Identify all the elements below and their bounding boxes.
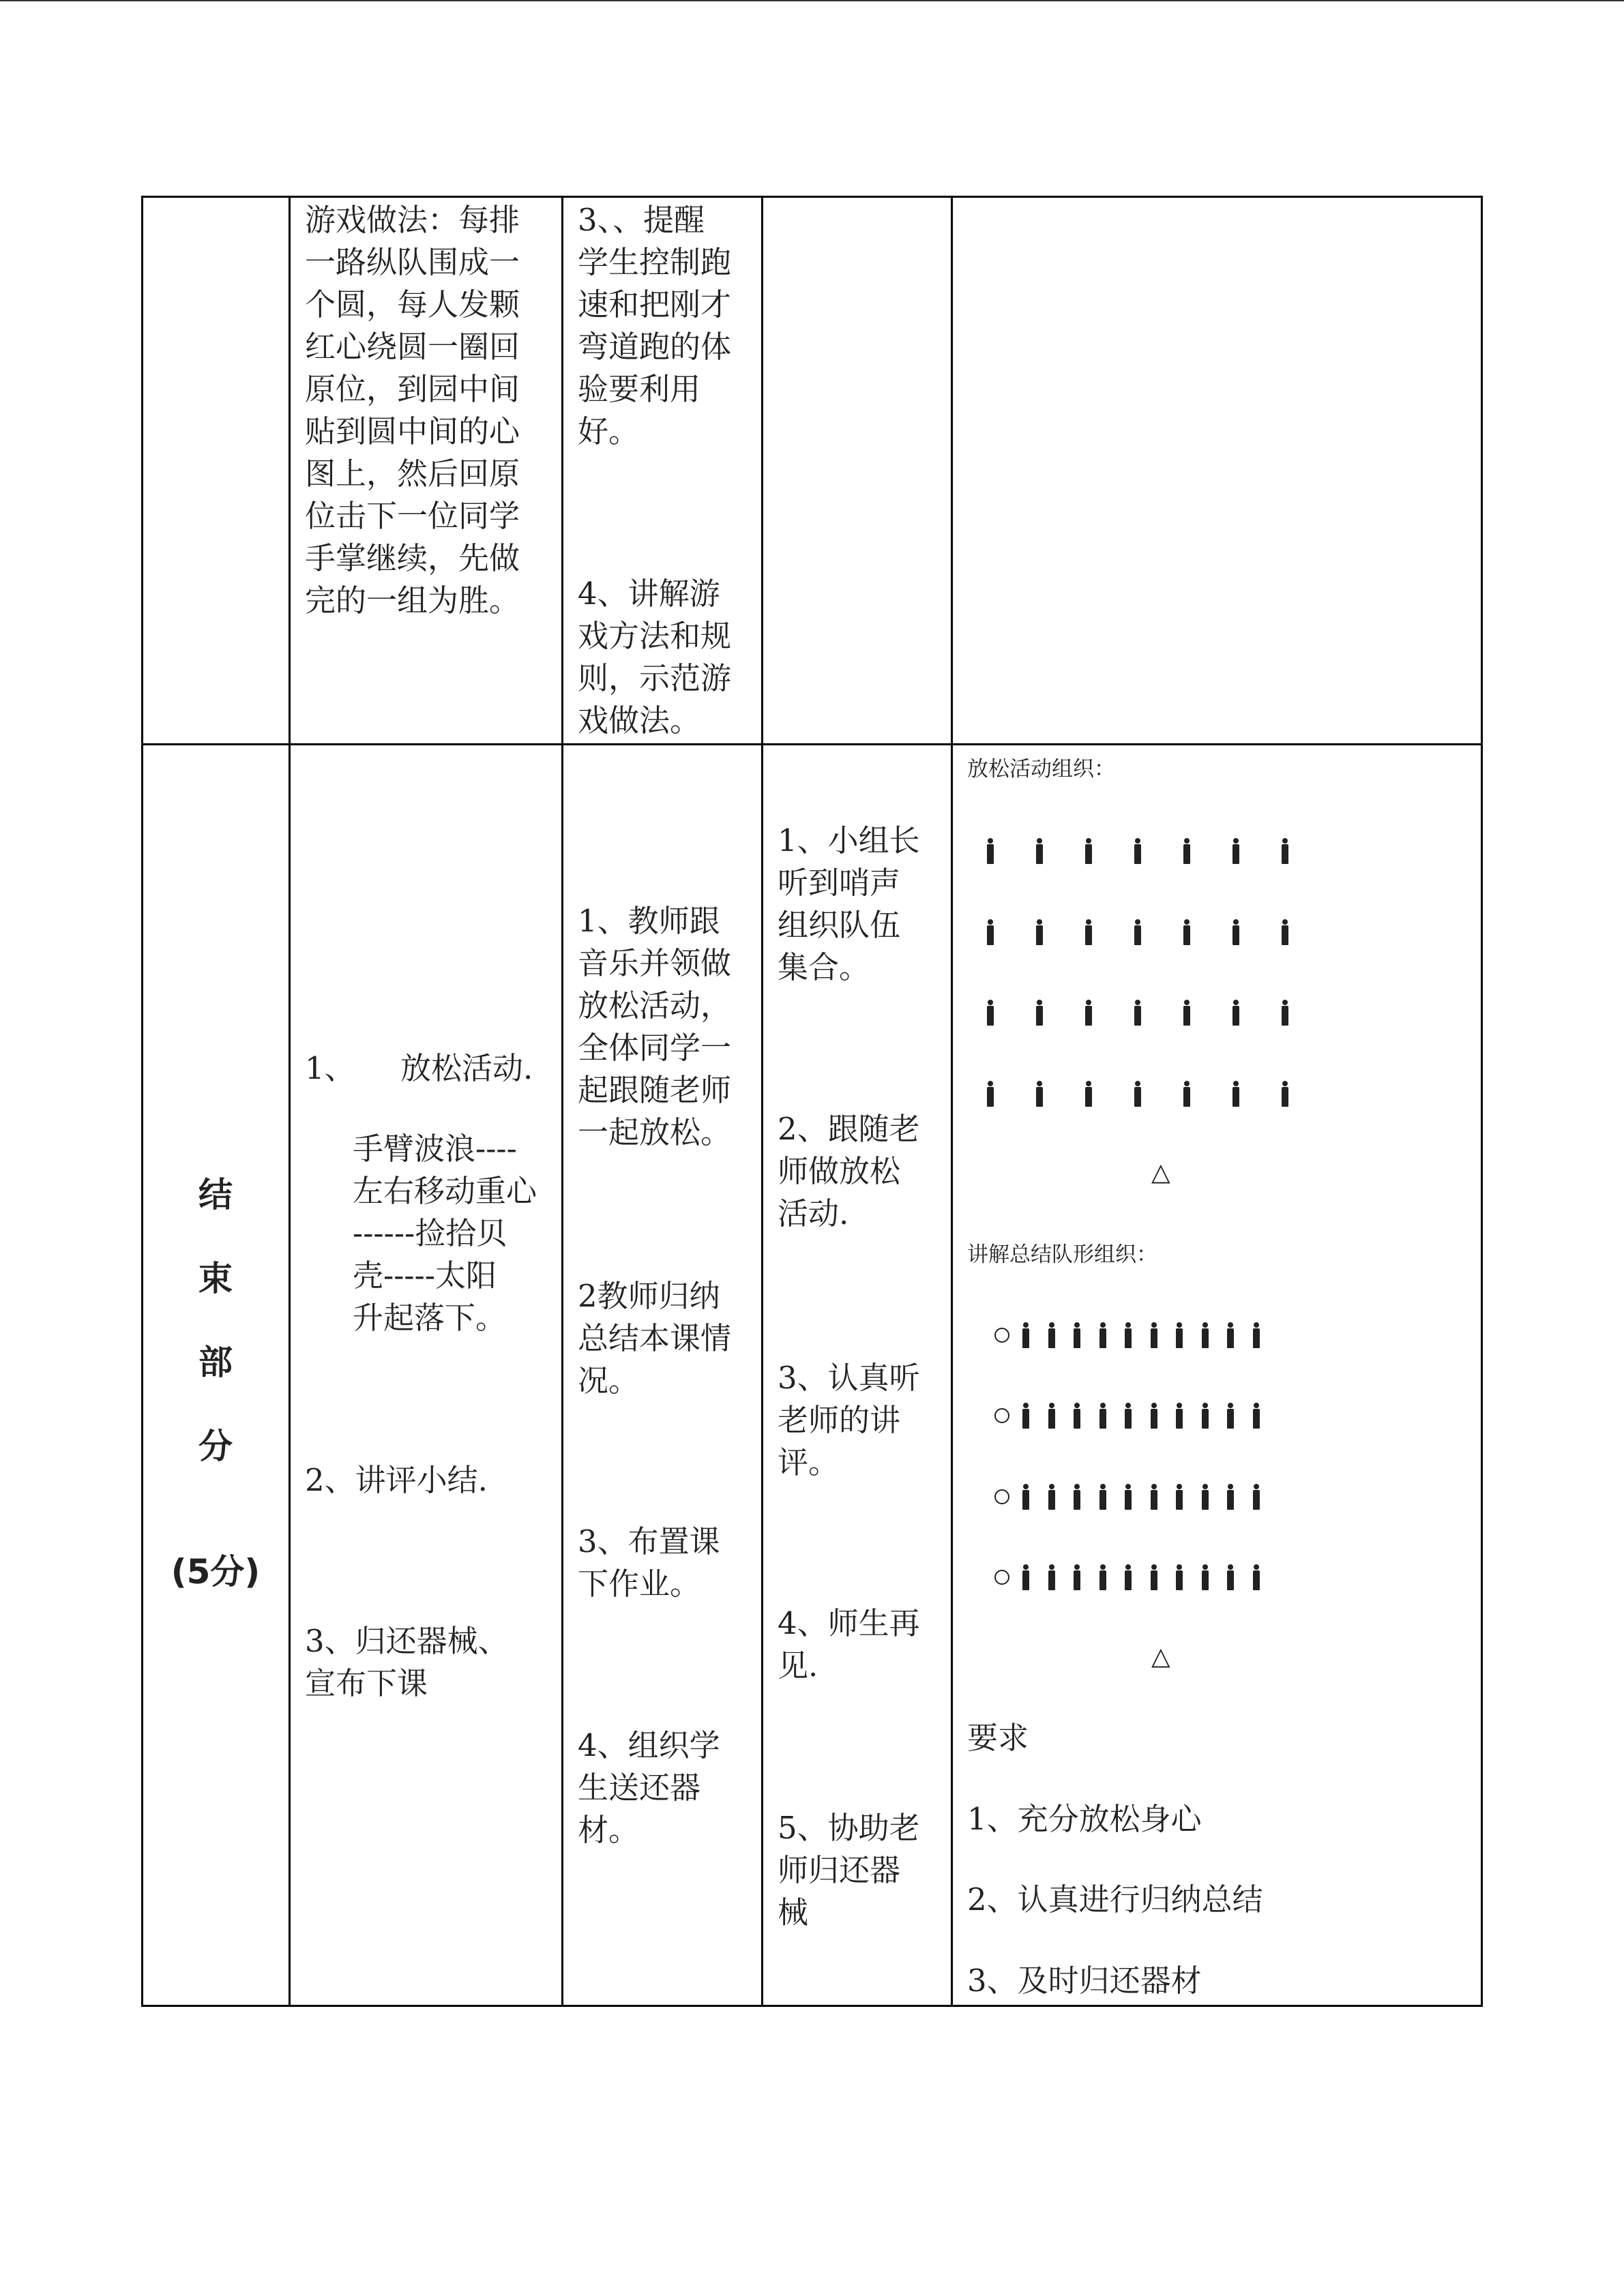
content-item1-title: 放松活动. xyxy=(400,1050,533,1086)
student-figure-icon xyxy=(1231,838,1241,864)
student-figure-icon xyxy=(1231,1000,1241,1026)
student-figure-icon xyxy=(1226,1403,1235,1429)
student-item4: 4、师生再 见. xyxy=(778,1605,920,1684)
teacher-end-item1: 1、教师跟 音乐并领做 放松活动， 全体同学一 起跟随老师 一起放松。 xyxy=(578,903,732,1150)
student-figure-icon xyxy=(1200,1564,1210,1590)
student-item5: 5、协助老 师归还器 械 xyxy=(778,1810,920,1930)
col-border-3 xyxy=(561,196,563,2007)
teacher-item-4: 4、讲解游 戏方法和规 则，示范游 戏做法。 xyxy=(578,576,732,739)
student-figure-icon xyxy=(1047,1564,1057,1590)
student-item3: 3、认真听 老师的讲 评。 xyxy=(778,1360,920,1480)
student-figure-icon xyxy=(986,1081,995,1107)
student-figure-icon xyxy=(1133,838,1142,864)
student-figure-icon xyxy=(1149,1403,1159,1429)
section-char-1: 结 xyxy=(198,1175,233,1214)
teacher-end-item4: 4、组织学 生送还器 材。 xyxy=(578,1727,720,1848)
student-figure-icon xyxy=(986,1000,995,1026)
content-item2: 2、讲评小结. xyxy=(305,1462,488,1498)
student-figure-icon xyxy=(1021,1322,1031,1348)
group-leader-circle-icon xyxy=(994,1570,1009,1585)
student-item2: 2、跟随老 师做放松 活动. xyxy=(778,1111,920,1232)
student-figure-icon xyxy=(1123,1484,1133,1510)
student-figure-icon xyxy=(1149,1564,1159,1590)
teacher-item-3: 3、、提醒 学生控制跑 速和把刚才 弯道跑的体 验要利用 好。 xyxy=(578,202,732,449)
student-figure-icon xyxy=(1182,1000,1192,1026)
student-figure-icon xyxy=(1035,919,1044,945)
student-figure-icon xyxy=(1280,919,1290,945)
student-figure-icon xyxy=(1133,919,1142,945)
student-figure-icon xyxy=(1098,1564,1108,1590)
student-figure-icon xyxy=(1072,1484,1082,1510)
group-leader-circle-icon xyxy=(994,1408,1009,1423)
col-border-4 xyxy=(761,196,763,2007)
col-border-6 xyxy=(1481,196,1483,2007)
student-figure-icon xyxy=(1133,1081,1142,1107)
student-figure-icon xyxy=(1175,1564,1184,1590)
section-char-3: 部 xyxy=(198,1343,233,1382)
student-figure-icon xyxy=(1231,1081,1241,1107)
student-figure-icon xyxy=(1098,1322,1108,1348)
student-figure-icon xyxy=(1200,1322,1210,1348)
student-figure-icon xyxy=(1047,1322,1057,1348)
student-figure-icon xyxy=(1072,1322,1082,1348)
section-time: (5分) xyxy=(171,1552,261,1592)
teacher-end-item3: 3、布置课 下作业。 xyxy=(578,1523,720,1602)
student-figure-icon xyxy=(1252,1484,1261,1510)
content-item1-detail: 手臂波浪---- 左右移动重心 ------捡拾贝 壳-----太阳 升起落下。 xyxy=(353,1131,537,1336)
student-figure-icon xyxy=(1084,919,1093,945)
student-figure-icon xyxy=(1280,838,1290,864)
content-item1-number: 1、 xyxy=(305,1050,355,1086)
row-divider xyxy=(141,743,1483,745)
requirement-1: 1、充分放松身心 xyxy=(967,1801,1202,1837)
summary-organization-title: 讲解总结队形组织： xyxy=(967,1242,1157,1267)
col-border-5 xyxy=(951,196,953,2007)
student-figure-icon xyxy=(1200,1484,1210,1510)
student-figure-icon xyxy=(1149,1322,1159,1348)
student-figure-icon xyxy=(1123,1403,1133,1429)
student-figure-icon xyxy=(1084,838,1093,864)
student-figure-icon xyxy=(1123,1322,1133,1348)
group-leader-circle-icon xyxy=(994,1489,1009,1504)
game-method-text: 游戏做法：每排 一路纵队围成一 个圆，每人发颗 红心绕圆一圈回 原位，到园中间 贴到圆中间的心 图上，然后回原 位击下一位同学 手掌继续，先做 完的一组为胜。 xyxy=(305,202,520,618)
student-figure-icon xyxy=(1175,1484,1184,1510)
student-figure-icon xyxy=(1200,1403,1210,1429)
student-figure-icon xyxy=(1035,1081,1044,1107)
student-figure-icon xyxy=(1098,1403,1108,1429)
student-figure-icon xyxy=(1021,1564,1031,1590)
section-char-4: 分 xyxy=(198,1427,233,1466)
content-item3: 3、归还器械、 宣布下课 xyxy=(305,1623,509,1701)
student-figure-icon xyxy=(1035,838,1044,864)
student-figure-icon xyxy=(986,919,995,945)
page-top-border xyxy=(0,0,1624,1)
student-figure-icon xyxy=(1035,1000,1044,1026)
relax-organization-title: 放松活动组织： xyxy=(967,757,1115,781)
student-figure-icon xyxy=(1182,919,1192,945)
student-figure-icon xyxy=(1133,1000,1142,1026)
summary-teacher-mark: △ xyxy=(1151,1643,1170,1671)
section-char-2: 束 xyxy=(198,1259,233,1298)
student-figure-icon xyxy=(1047,1403,1057,1429)
student-figure-icon xyxy=(1072,1403,1082,1429)
student-figure-icon xyxy=(1149,1484,1159,1510)
requirement-3: 3、及时归还器材 xyxy=(967,1963,1202,1999)
teacher-end-item2: 2教师归纳 总结本课情 况。 xyxy=(578,1278,732,1399)
table-bottom-border xyxy=(141,2005,1483,2007)
table-top-border xyxy=(141,196,1483,198)
relax-teacher-mark: △ xyxy=(1151,1159,1170,1187)
requirement-2: 2、认真进行归纳总结 xyxy=(967,1881,1263,1918)
student-figure-icon xyxy=(1084,1081,1093,1107)
student-figure-icon xyxy=(1047,1484,1057,1510)
student-figure-icon xyxy=(1084,1000,1093,1026)
student-figure-icon xyxy=(1252,1403,1261,1429)
student-figure-icon xyxy=(986,838,995,864)
requirements-title: 要求 xyxy=(967,1720,1029,1756)
student-figure-icon xyxy=(1123,1564,1133,1590)
student-figure-icon xyxy=(1021,1484,1031,1510)
col-border-2 xyxy=(289,196,291,2007)
student-figure-icon xyxy=(1182,838,1192,864)
student-figure-icon xyxy=(1175,1322,1184,1348)
student-figure-icon xyxy=(1175,1403,1184,1429)
student-figure-icon xyxy=(1252,1322,1261,1348)
student-figure-icon xyxy=(1098,1484,1108,1510)
student-figure-icon xyxy=(1280,1081,1290,1107)
student-figure-icon xyxy=(1231,919,1241,945)
student-figure-icon xyxy=(1021,1403,1031,1429)
student-figure-icon xyxy=(1226,1564,1235,1590)
student-item1: 1、小组长 听到哨声 组织队伍 集合。 xyxy=(778,822,920,985)
group-leader-circle-icon xyxy=(994,1328,1009,1343)
col-border-1 xyxy=(141,196,143,2007)
student-figure-icon xyxy=(1226,1322,1235,1348)
student-figure-icon xyxy=(1252,1564,1261,1590)
student-figure-icon xyxy=(1280,1000,1290,1026)
student-figure-icon xyxy=(1182,1081,1192,1107)
student-figure-icon xyxy=(1226,1484,1235,1510)
student-figure-icon xyxy=(1072,1564,1082,1590)
